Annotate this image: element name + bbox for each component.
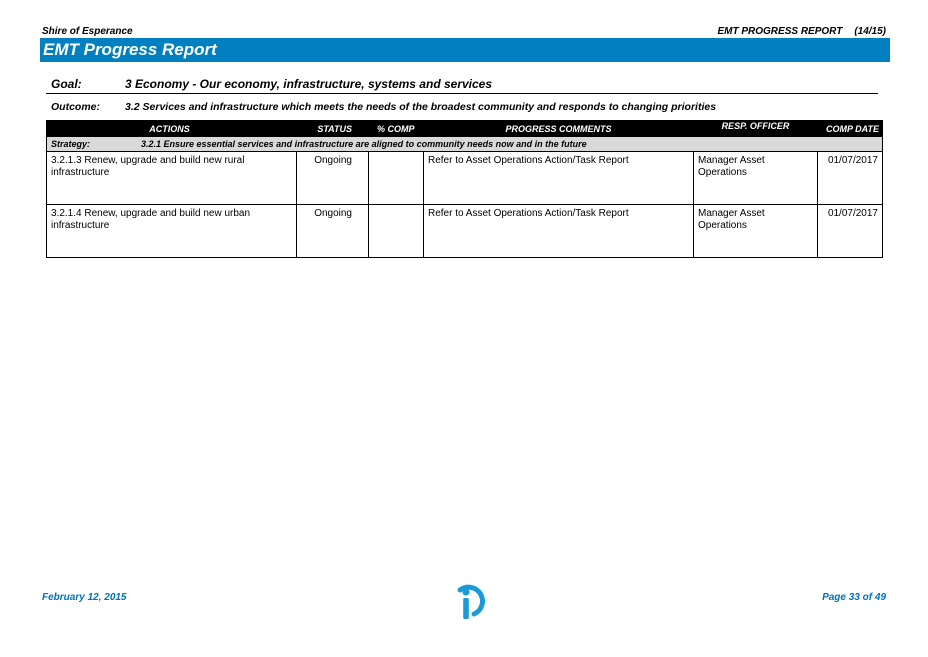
status-cell: Ongoing — [297, 205, 369, 258]
col-header-status: STATUS — [297, 121, 369, 137]
col-header-progress-comments: PROGRESS COMMENTS — [424, 121, 694, 137]
col-header-resp-officer: RESP. OFFICER — [694, 121, 818, 137]
table-row — [47, 205, 883, 258]
page-title-banner: EMT Progress Report — [40, 38, 890, 62]
comp-date-cell: 01/07/2017 — [818, 152, 883, 205]
strategy-text: 3.2.1 Ensure essential services and infrastructure are aligned to community needs now and in the future — [141, 139, 587, 149]
resp-officer-cell: Manager Asset Operations — [694, 152, 818, 205]
outcome-label: Outcome: — [51, 101, 101, 113]
col-header-actions: ACTIONS — [47, 121, 297, 137]
report-title: EMT PROGRESS REPORT — [717, 26, 843, 37]
goal-line — [51, 77, 492, 91]
strategy-label: Strategy: — [51, 139, 91, 149]
strategy-cell — [47, 137, 883, 152]
table-header-row — [47, 121, 883, 137]
strategy-row — [47, 137, 883, 152]
org-name: Shire of Esperance — [42, 26, 133, 37]
table-row — [47, 152, 883, 205]
actions-table — [46, 120, 883, 258]
action-cell: 3.2.1.3 Renew, upgrade and build new rural infrastructure — [47, 152, 297, 205]
progress-comment-cell: Refer to Asset Operations Action/Task Report — [424, 205, 694, 258]
outcome-line — [51, 101, 716, 113]
report-header — [717, 26, 886, 37]
pct-comp-cell — [369, 205, 424, 258]
info-i-logo-icon — [444, 578, 488, 620]
footer-date: February 12, 2015 — [42, 592, 127, 603]
outcome-text: 3.2 Services and infrastructure which meets the needs of the broadest community and responds to changing priorities — [125, 101, 717, 113]
progress-comment-cell: Refer to Asset Operations Action/Task Report — [424, 152, 694, 205]
pct-comp-cell — [369, 152, 424, 205]
goal-divider — [46, 93, 878, 94]
resp-officer-cell: Manager Asset Operations — [694, 205, 818, 258]
report-page-fraction: (14/15) — [854, 26, 886, 37]
goal-label: Goal: — [51, 77, 82, 91]
comp-date-cell: 01/07/2017 — [818, 205, 883, 258]
footer-page-number: Page 33 of 49 — [822, 592, 886, 603]
goal-text: 3 Economy - Our economy, infrastructure, systems and services — [125, 77, 493, 91]
col-header-comp-date: COMP DATE — [818, 121, 883, 137]
action-cell: 3.2.1.4 Renew, upgrade and build new urban infrastructure — [47, 205, 297, 258]
status-cell: Ongoing — [297, 152, 369, 205]
col-header-pct-comp: % COMP — [369, 121, 424, 137]
